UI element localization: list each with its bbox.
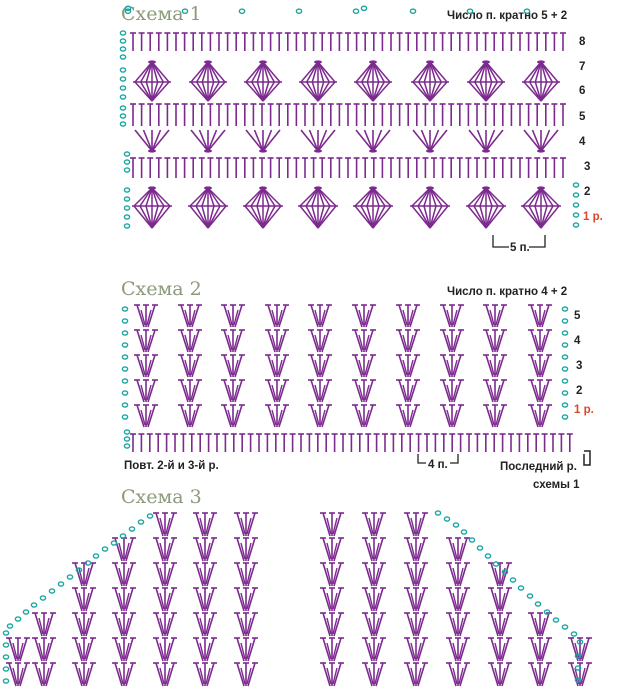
chain-stitch <box>444 517 449 521</box>
chain-stitch <box>122 379 127 383</box>
chain-stitch <box>122 415 127 419</box>
motif-top <box>537 60 545 63</box>
chain-stitch <box>562 403 567 407</box>
cluster-leg <box>152 130 161 151</box>
motif-lower-leg <box>361 206 373 228</box>
scheme1-row-6: 6 <box>579 85 586 97</box>
chain-stitch <box>124 152 129 156</box>
scheme2-repeat: 4 п. <box>428 459 448 471</box>
motif-upper-leg <box>140 188 152 206</box>
chain-stitch <box>353 9 358 13</box>
chain-stitch <box>527 594 532 598</box>
chain-stitch <box>573 203 578 207</box>
scheme2-last-row-bracket <box>584 451 590 465</box>
scheme1-repeat: 5 п. <box>510 242 530 254</box>
cluster-leg <box>373 130 382 151</box>
cluster-leg <box>263 130 280 151</box>
motif-upper-leg <box>306 188 318 206</box>
motif-lower-leg <box>419 82 430 101</box>
scheme2-title: Схема 2 <box>121 278 202 300</box>
cluster-leg <box>533 130 542 151</box>
cluster-leg <box>356 130 373 151</box>
chain-stitch <box>562 355 567 359</box>
chain-stitch <box>120 114 125 118</box>
chain-stitch <box>102 547 107 551</box>
cluster-leg <box>430 130 447 151</box>
cluster-leg <box>373 130 390 151</box>
cluster-leg <box>478 130 487 151</box>
chain-stitch <box>124 168 129 172</box>
chain-stitch <box>120 77 125 81</box>
chain-stitch <box>562 415 567 419</box>
scheme1-first-row: 1 р. <box>583 211 603 223</box>
chain-stitch <box>477 546 482 550</box>
chain-stitch <box>120 55 125 59</box>
motif-upper-leg <box>141 62 152 82</box>
motif-top <box>426 60 434 63</box>
cluster-leg <box>310 130 319 151</box>
cluster-leg <box>430 130 439 151</box>
chain-stitch <box>120 95 125 99</box>
cluster-top <box>314 149 322 152</box>
cluster-top <box>369 149 377 152</box>
motif-top <box>426 186 434 189</box>
scheme2-first-row: 1 р. <box>574 404 594 416</box>
chain-stitch <box>562 319 567 323</box>
chain-stitch <box>453 523 458 527</box>
motif-upper-leg <box>197 62 208 82</box>
chain-stitch <box>493 562 498 566</box>
chain-stitch <box>535 602 540 606</box>
scheme2-row-2: 2 <box>576 385 583 397</box>
chain-stitch <box>124 430 129 434</box>
chain-stitch <box>485 554 490 558</box>
scheme3-title: Схема 3 <box>121 486 202 508</box>
cluster-leg <box>318 130 335 151</box>
cluster-top <box>482 149 490 152</box>
chain-stitch <box>122 331 127 335</box>
chain-stitch <box>122 403 127 407</box>
motif-upper-leg <box>474 188 486 206</box>
chain-stitch <box>461 530 466 534</box>
motif-upper-leg <box>529 188 541 206</box>
scheme1-row-3: 3 <box>584 161 591 173</box>
chain-stitch <box>573 223 578 227</box>
chain-stitch <box>147 514 152 518</box>
motif-lower-leg <box>141 82 152 101</box>
motif-lower-leg <box>529 206 541 228</box>
chain-stitch <box>31 603 36 607</box>
chain-stitch <box>122 319 127 323</box>
chain-stitch <box>40 596 45 600</box>
scheme1-row-7: 7 <box>579 61 586 73</box>
motif-upper-leg <box>251 188 263 206</box>
chain-stitch <box>3 643 8 647</box>
scheme1-multiple: Число п. кратно 5 + 2 <box>447 10 568 22</box>
chain-stitch <box>562 391 567 395</box>
chain-stitch <box>553 618 558 622</box>
scheme1-row-8: 8 <box>579 36 586 48</box>
cluster-top <box>204 149 212 152</box>
motif-top <box>369 186 377 189</box>
chain-stitch <box>124 197 129 201</box>
motif-top <box>314 60 322 63</box>
cluster-leg <box>318 130 327 151</box>
cluster-leg <box>413 130 430 151</box>
cluster-leg <box>422 130 431 151</box>
chain-stitch <box>23 610 28 614</box>
scheme1-row-5: 5 <box>579 111 586 123</box>
motif-top <box>204 60 212 63</box>
chain-stitch <box>562 331 567 335</box>
motif-upper-leg <box>419 62 430 82</box>
chain-stitch <box>469 538 474 542</box>
chain-stitch <box>120 47 125 51</box>
chain-stitch <box>435 511 440 515</box>
scheme2-multiple: Число п. кратно 4 + 2 <box>447 286 568 298</box>
cluster-leg <box>200 130 209 151</box>
chain-stitch <box>3 631 8 635</box>
scheme2-row-5: 5 <box>574 310 581 322</box>
cluster-leg <box>208 130 225 151</box>
cluster-top <box>537 149 545 152</box>
motif-top <box>537 186 545 189</box>
motif-lower-leg <box>418 206 430 228</box>
chain-stitch <box>562 307 567 311</box>
motif-lower-leg <box>474 206 486 228</box>
chain-stitch <box>15 617 20 621</box>
motif-top <box>314 186 322 189</box>
motif-lower-leg <box>530 82 541 101</box>
chain-stitch <box>67 575 72 579</box>
chain-stitch <box>120 534 125 538</box>
chain-stitch <box>239 9 244 13</box>
chain-stitch <box>120 39 125 43</box>
chain-stitch <box>124 188 129 192</box>
chain-stitch <box>58 582 63 586</box>
scheme1-row-2: 2 <box>584 186 591 198</box>
scheme2-repeat-rows: Повт. 2-й и 3-й р. <box>124 460 219 472</box>
scheme1-row-4: 4 <box>579 136 586 148</box>
cluster-leg <box>541 130 550 151</box>
cluster-leg <box>135 130 152 151</box>
cluster-leg <box>486 130 495 151</box>
motif-top <box>259 186 267 189</box>
cluster-leg <box>263 130 272 151</box>
motif-top <box>369 60 377 63</box>
motif-lower-leg <box>252 82 263 101</box>
chain-stitch <box>562 343 567 347</box>
scheme2-last-row: Последний р. <box>500 461 577 473</box>
motif-lower-leg <box>196 206 208 228</box>
chain-stitch <box>573 193 578 197</box>
chain-stitch <box>571 632 576 636</box>
chain-stitch <box>122 367 127 371</box>
motif-lower-leg <box>475 82 486 101</box>
chain-stitch <box>124 224 129 228</box>
scheme2-row-4: 4 <box>574 335 581 347</box>
cluster-leg <box>469 130 486 151</box>
motif-upper-leg <box>361 188 373 206</box>
chain-stitch <box>120 86 125 90</box>
motif-upper-leg <box>475 62 486 82</box>
chain-stitch <box>122 343 127 347</box>
cluster-leg <box>191 130 208 151</box>
chain-stitch <box>518 586 523 590</box>
stitch-symbols <box>3 6 592 686</box>
chain-stitch <box>3 667 8 671</box>
chain-stitch <box>120 68 125 72</box>
chain-stitch <box>562 625 567 629</box>
cluster-leg <box>208 130 217 151</box>
chain-stitch <box>122 307 127 311</box>
cluster-top <box>148 149 156 152</box>
chain-stitch <box>138 520 143 524</box>
motif-upper-leg <box>530 62 541 82</box>
motif-lower-leg <box>306 206 318 228</box>
chain-stitch <box>562 367 567 371</box>
chain-stitch <box>124 437 129 441</box>
chain-stitch <box>120 122 125 126</box>
chain-stitch <box>122 355 127 359</box>
cluster-leg <box>152 130 169 151</box>
cluster-leg <box>524 130 541 151</box>
cluster-leg <box>255 130 264 151</box>
cluster-leg <box>301 130 318 151</box>
motif-lower-leg <box>307 82 318 101</box>
chain-stitch <box>562 379 567 383</box>
motif-lower-leg <box>362 82 373 101</box>
motif-top <box>259 60 267 63</box>
chain-stitch <box>120 31 125 35</box>
motif-upper-leg <box>418 188 430 206</box>
chain-stitch <box>573 183 578 187</box>
motif-upper-leg <box>252 62 263 82</box>
scheme2-row-3: 3 <box>576 360 583 372</box>
cluster-leg <box>365 130 374 151</box>
chain-stitch <box>124 160 129 164</box>
cluster-leg <box>486 130 503 151</box>
chain-stitch <box>544 610 549 614</box>
chain-stitch <box>3 679 8 683</box>
cluster-top <box>426 149 434 152</box>
motif-upper-leg <box>307 62 318 82</box>
chain-stitch <box>124 444 129 448</box>
motif-top <box>482 60 490 63</box>
cluster-leg <box>246 130 263 151</box>
chain-stitch <box>296 9 301 13</box>
chain-stitch <box>510 578 515 582</box>
motif-upper-leg <box>196 188 208 206</box>
motif-top <box>148 186 156 189</box>
chain-stitch <box>93 554 98 558</box>
chain-stitch <box>3 655 8 659</box>
motif-lower-leg <box>140 206 152 228</box>
cluster-leg <box>144 130 153 151</box>
chain-stitch <box>129 527 134 531</box>
chain-stitch <box>361 6 366 10</box>
chain-stitch <box>120 106 125 110</box>
chain-stitch <box>124 215 129 219</box>
chain-stitch <box>7 624 12 628</box>
scheme1-title: Схема 1 <box>121 3 202 25</box>
scheme2-last-row-ref: схемы 1 <box>533 479 580 491</box>
motif-lower-leg <box>251 206 263 228</box>
chain-stitch <box>410 9 415 13</box>
cluster-top <box>259 149 267 152</box>
motif-upper-leg <box>362 62 373 82</box>
motif-top <box>204 186 212 189</box>
chain-stitch <box>122 391 127 395</box>
motif-lower-leg <box>197 82 208 101</box>
chain-stitch <box>49 589 54 593</box>
cluster-leg <box>541 130 558 151</box>
chain-stitch <box>124 206 129 210</box>
motif-top <box>482 186 490 189</box>
motif-top <box>148 60 156 63</box>
chain-stitch <box>573 213 578 217</box>
